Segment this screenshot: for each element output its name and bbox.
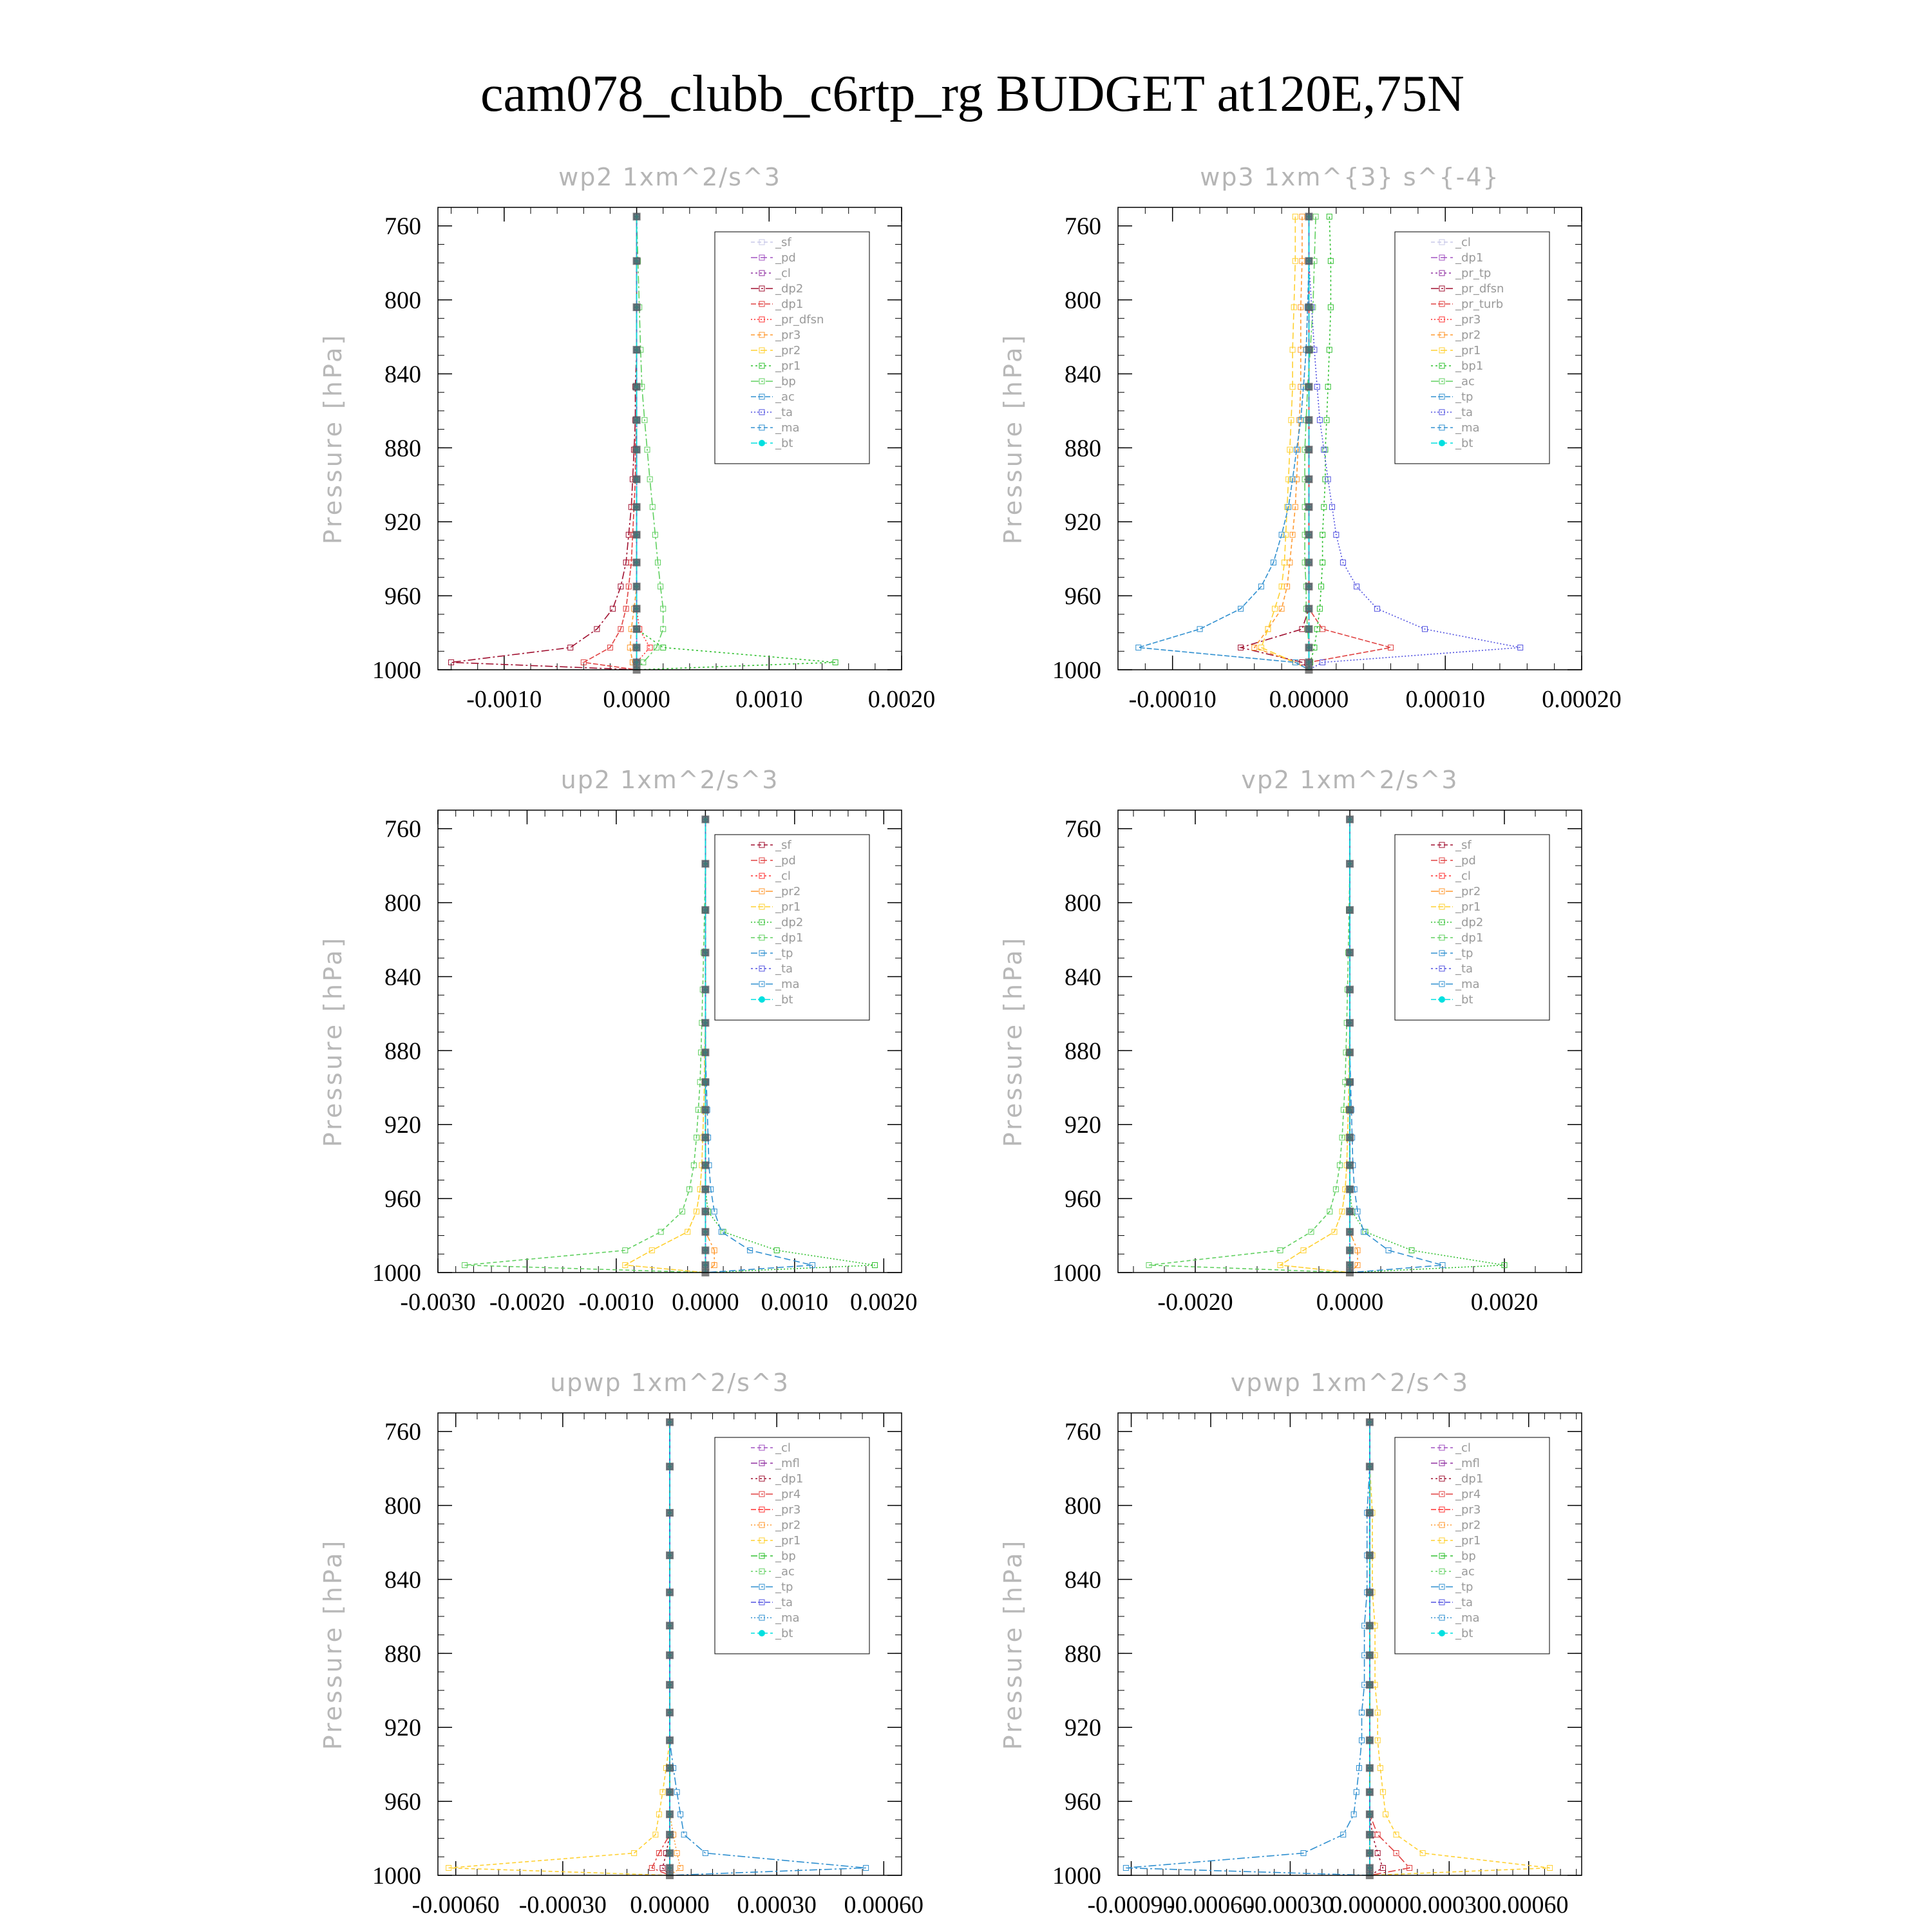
legend-label: _pr_dfsn <box>1455 282 1504 296</box>
y-tick-label: 960 <box>384 583 421 611</box>
zero-marker-stack <box>666 1622 674 1629</box>
y-tick-label: 920 <box>1065 509 1101 536</box>
zero-marker-stack <box>666 1509 674 1517</box>
zero-marker-stack <box>666 1831 674 1839</box>
legend-label: _pd <box>1455 854 1476 867</box>
legend-label: _pr3 <box>1455 1503 1481 1517</box>
legend-marker <box>1439 1630 1445 1636</box>
legend <box>1395 1437 1549 1654</box>
y-tick-label: 840 <box>1065 963 1101 991</box>
legend-label: _bt <box>1455 437 1473 450</box>
y-tick-label: 760 <box>384 815 421 843</box>
legend-label: _bp <box>1455 1549 1476 1563</box>
x-tick-label: 0.00060 <box>844 1891 924 1918</box>
legend-label: _pr3 <box>1455 313 1481 327</box>
zero-marker-stack <box>1305 446 1312 453</box>
y-tick-label: 960 <box>1065 583 1101 611</box>
legend-marker <box>759 440 765 446</box>
y-tick-label: 920 <box>384 1112 421 1139</box>
x-tick-label: 0.00030 <box>737 1891 817 1918</box>
zero-marker-stack <box>701 1247 709 1255</box>
zero-marker-stack <box>633 583 641 591</box>
legend-label: _dp1 <box>1455 931 1484 945</box>
x-tick-label: -0.00030 <box>1246 1891 1334 1918</box>
zero-marker-stack <box>1366 1736 1374 1744</box>
zero-marker-stack <box>1366 1622 1374 1629</box>
x-tick-label: -0.0020 <box>1157 1289 1233 1316</box>
legend-label: _dp1 <box>1455 251 1484 265</box>
y-axis-label: Pressure [hPa] <box>999 332 1027 545</box>
y-tick-label: 760 <box>1065 213 1101 240</box>
x-tick-label: 0.00000 <box>1269 686 1349 713</box>
x-tick-label: 0.00020 <box>1542 686 1622 713</box>
y-tick-label: 920 <box>384 509 421 536</box>
y-tick-label: 800 <box>384 889 421 917</box>
zero-marker-stack <box>633 531 641 538</box>
y-tick-label: 840 <box>384 1566 421 1594</box>
zero-marker-stack <box>1346 1078 1354 1086</box>
legend-label: _dp1 <box>1455 1472 1484 1486</box>
legend-label: _ac <box>1455 375 1475 388</box>
zero-marker-stack <box>1346 1048 1354 1056</box>
zero-marker-stack <box>701 1228 709 1236</box>
legend-label: _sf <box>1455 838 1472 852</box>
zero-marker-stack <box>1305 605 1312 612</box>
x-tick-label: 0.0000 <box>1316 1289 1384 1316</box>
legend-label: _ac <box>1455 1565 1475 1578</box>
zero-marker-stack <box>1366 1850 1374 1857</box>
zero-marker-stack <box>666 1764 674 1772</box>
legend <box>715 835 869 1020</box>
y-tick-label: 760 <box>1065 1418 1101 1446</box>
y-tick-label: 840 <box>1065 361 1101 388</box>
y-tick-label: 960 <box>384 1186 421 1213</box>
x-tick-label: 0.0000 <box>603 686 670 713</box>
y-tick-label: 880 <box>384 1640 421 1668</box>
legend <box>1395 835 1549 1020</box>
zero-marker-stack <box>633 213 641 220</box>
y-tick-label: 760 <box>1065 815 1101 843</box>
zero-marker-stack <box>1346 1019 1354 1027</box>
zero-marker-stack <box>633 303 641 311</box>
zero-marker-stack <box>1366 1764 1374 1772</box>
zero-marker-stack <box>666 1736 674 1744</box>
y-axis-label: Pressure [hPa] <box>319 332 347 545</box>
zero-marker-stack <box>1305 383 1312 391</box>
legend-label: _bt <box>1455 993 1473 1007</box>
legend-label: _tp <box>775 947 793 960</box>
legend <box>715 1437 869 1654</box>
y-tick-label: 880 <box>1065 435 1101 462</box>
zero-marker-stack <box>1346 1262 1354 1269</box>
zero-marker-stack <box>633 416 641 424</box>
legend-label: _ac <box>775 1565 795 1578</box>
legend-label: _ta <box>1455 1596 1473 1609</box>
legend-label: _dp1 <box>775 931 804 945</box>
legend-label: _sf <box>775 236 791 249</box>
zero-marker-stack <box>1366 1463 1374 1470</box>
legend-label: _dp2 <box>1455 916 1484 929</box>
y-tick-label: 800 <box>384 287 421 314</box>
y-tick-label: 880 <box>384 1037 421 1065</box>
legend-label: _ma <box>775 1611 800 1625</box>
zero-marker-stack <box>1305 416 1312 424</box>
panel-title: upwp 1xm^2/s^3 <box>550 1368 790 1397</box>
zero-marker-stack <box>1366 1831 1374 1839</box>
zero-marker-stack <box>1366 1651 1374 1659</box>
y-axis-label: Pressure [hPa] <box>999 1538 1027 1750</box>
y-tick-label: 960 <box>384 1788 421 1816</box>
zero-marker-stack <box>1305 531 1312 538</box>
zero-marker-stack <box>701 949 709 956</box>
page-title: cam078_clubb_c6rtp_rg BUDGET at120E,75N <box>480 66 1464 122</box>
x-tick-label: -0.00010 <box>1128 686 1217 713</box>
legend-label: _bt <box>775 1627 793 1640</box>
legend-label: _dp2 <box>775 282 804 296</box>
legend-label: _pr2 <box>775 1519 801 1532</box>
zero-marker-stack <box>701 1161 709 1169</box>
legend-label: _pr2 <box>1455 885 1481 898</box>
legend-label: _sf <box>775 838 791 852</box>
zero-marker-stack <box>701 1106 709 1113</box>
legend-label: _tp <box>1455 947 1473 960</box>
y-tick-label: 880 <box>384 435 421 462</box>
zero-marker-stack <box>1366 1418 1374 1426</box>
legend <box>715 232 869 464</box>
panel-title: wp3 1xm^{3} s^{-4} <box>1200 163 1500 191</box>
y-tick-label: 1000 <box>372 1260 421 1287</box>
zero-marker-stack <box>1366 1864 1374 1872</box>
legend-label: _ma <box>1455 1611 1480 1625</box>
legend-marker <box>1439 440 1445 446</box>
legend-label: _pr1 <box>775 900 801 914</box>
zero-marker-stack <box>1346 906 1354 914</box>
legend-label: _mfl <box>775 1457 800 1470</box>
legend-marker <box>759 996 765 1003</box>
legend-label: _pr4 <box>1455 1488 1481 1501</box>
legend-label: _pd <box>775 251 796 265</box>
legend-label: _pr2 <box>1455 328 1481 342</box>
x-tick-label: -0.00060 <box>412 1891 500 1918</box>
legend <box>1395 232 1549 464</box>
zero-marker-stack <box>701 815 709 823</box>
y-tick-label: 880 <box>1065 1037 1101 1065</box>
x-tick-label: 0.00030 <box>1409 1891 1490 1918</box>
legend-label: _ta <box>1455 406 1473 419</box>
y-tick-label: 1000 <box>372 657 421 684</box>
zero-marker-stack <box>1366 1709 1374 1716</box>
legend-label: _pr1 <box>775 359 801 373</box>
zero-marker-stack <box>666 1418 674 1426</box>
legend-label: _pr2 <box>775 344 801 357</box>
zero-marker-stack <box>666 1709 674 1716</box>
legend-label: _ma <box>775 978 800 991</box>
legend-label: _ma <box>1455 978 1480 991</box>
zero-marker-stack <box>666 1551 674 1559</box>
legend-label: _pr1 <box>1455 1534 1481 1548</box>
y-tick-label: 800 <box>1065 889 1101 917</box>
legend-label: _cl <box>1455 236 1471 249</box>
zero-marker-stack <box>1366 1810 1374 1818</box>
y-tick-label: 760 <box>384 213 421 240</box>
legend-label: _bp <box>775 1549 796 1563</box>
legend-label: _tp <box>775 1580 793 1594</box>
legend-label: _cl <box>1455 869 1471 883</box>
x-tick-label: -0.0020 <box>489 1289 565 1316</box>
y-tick-label: 1000 <box>1052 1260 1101 1287</box>
zero-marker-stack <box>666 1463 674 1470</box>
zero-marker-stack <box>701 1048 709 1056</box>
x-tick-label: 0.0010 <box>735 686 803 713</box>
legend-label: _pr2 <box>775 885 801 898</box>
zero-marker-stack <box>1305 346 1312 354</box>
legend-label: _cl <box>775 267 791 280</box>
zero-marker-stack <box>1305 644 1312 652</box>
zero-marker-stack <box>1305 558 1312 566</box>
zero-marker-stack <box>1346 1228 1354 1236</box>
panel-title: up2 1xm^2/s^3 <box>560 766 779 794</box>
zero-marker-stack <box>633 503 641 511</box>
zero-marker-stack <box>1346 949 1354 956</box>
zero-marker-stack <box>1346 815 1354 823</box>
legend-label: _ta <box>1455 962 1473 976</box>
legend-label: _mfl <box>1455 1457 1480 1470</box>
y-tick-label: 840 <box>384 361 421 388</box>
legend-label: _pr1 <box>775 1534 801 1548</box>
y-tick-label: 880 <box>1065 1640 1101 1668</box>
x-tick-label: -0.0010 <box>466 686 542 713</box>
x-tick-label: 0.0020 <box>1470 1289 1539 1316</box>
zero-marker-stack <box>1305 659 1312 667</box>
zero-marker-stack <box>1346 986 1354 994</box>
y-tick-label: 800 <box>1065 287 1101 314</box>
x-tick-label: 0.00000 <box>1330 1891 1410 1918</box>
zero-marker-stack <box>1366 1551 1374 1559</box>
x-tick-label: -0.00060 <box>1166 1891 1255 1918</box>
legend-label: _pr2 <box>1455 1519 1481 1532</box>
y-tick-label: 800 <box>1065 1492 1101 1520</box>
x-tick-label: -0.00090 <box>1087 1891 1175 1918</box>
zero-marker-stack <box>1366 1681 1374 1689</box>
zero-marker-stack <box>633 346 641 354</box>
legend-label: _ta <box>775 406 793 419</box>
zero-marker-stack <box>633 605 641 612</box>
zero-marker-stack <box>701 1019 709 1027</box>
zero-marker-stack <box>1366 1788 1374 1796</box>
zero-marker-stack <box>633 558 641 566</box>
legend-label: _ma <box>1455 421 1480 435</box>
zero-marker-stack <box>1305 257 1312 265</box>
zero-marker-stack <box>633 644 641 652</box>
zero-marker-stack <box>666 1681 674 1689</box>
y-tick-label: 1000 <box>1052 1862 1101 1889</box>
legend-label: _pr3 <box>775 1503 801 1517</box>
panel-title: wp2 1xm^2/s^3 <box>558 163 781 191</box>
legend-label: _dp2 <box>775 916 804 929</box>
x-tick-label: 0.0020 <box>850 1289 918 1316</box>
y-axis-label: Pressure [hPa] <box>999 935 1027 1148</box>
y-tick-label: 920 <box>1065 1112 1101 1139</box>
zero-marker-stack <box>666 1788 674 1796</box>
zero-marker-stack <box>633 659 641 667</box>
x-tick-label: 0.0020 <box>867 686 936 713</box>
panel-title: vpwp 1xm^2/s^3 <box>1230 1368 1470 1397</box>
panel-title: vp2 1xm^2/s^3 <box>1241 766 1459 794</box>
legend-marker <box>759 1630 765 1636</box>
legend-label: _cl <box>775 869 791 883</box>
zero-marker-stack <box>701 1208 709 1215</box>
zero-marker-stack <box>1366 1509 1374 1517</box>
legend-label: _bp1 <box>1455 359 1484 373</box>
legend-label: _ta <box>775 1596 793 1609</box>
legend-label: _pr_turb <box>1455 298 1504 311</box>
legend-label: _pr1 <box>1455 900 1481 914</box>
y-tick-label: 840 <box>1065 1566 1101 1594</box>
legend-label: _bp <box>775 375 796 388</box>
x-tick-label: 0.00010 <box>1405 686 1485 713</box>
legend-label: _tp <box>1455 1580 1473 1594</box>
legend-label: _bt <box>1455 1627 1473 1640</box>
zero-marker-stack <box>1346 1106 1354 1113</box>
zero-marker-stack <box>701 1186 709 1193</box>
zero-marker-stack <box>701 906 709 914</box>
legend-label: _pr4 <box>775 1488 801 1501</box>
zero-marker-stack <box>1305 303 1312 311</box>
y-tick-label: 760 <box>384 1418 421 1446</box>
y-tick-label: 920 <box>1065 1714 1101 1742</box>
zero-marker-stack <box>701 1262 709 1269</box>
y-tick-label: 840 <box>384 963 421 991</box>
y-tick-label: 800 <box>384 1492 421 1520</box>
legend-label: _dp1 <box>775 1472 804 1486</box>
x-tick-label: 0.00000 <box>630 1891 710 1918</box>
zero-marker-stack <box>633 475 641 483</box>
y-tick-label: 1000 <box>372 1862 421 1889</box>
legend-label: _dp1 <box>775 298 804 311</box>
legend-label: _ac <box>775 390 795 404</box>
x-tick-label: 0.0000 <box>672 1289 739 1316</box>
legend-label: _pr_tp <box>1455 267 1492 280</box>
y-tick-label: 1000 <box>1052 657 1101 684</box>
zero-marker-stack <box>1305 475 1312 483</box>
zero-marker-stack <box>666 1850 674 1857</box>
legend-marker <box>1439 996 1445 1003</box>
zero-marker-stack <box>1305 583 1312 591</box>
y-axis-label: Pressure [hPa] <box>319 1538 347 1750</box>
zero-marker-stack <box>1305 625 1312 633</box>
zero-marker-stack <box>633 625 641 633</box>
zero-marker-stack <box>633 383 641 391</box>
x-tick-label: -0.00030 <box>518 1891 607 1918</box>
zero-marker-stack <box>666 1589 674 1596</box>
zero-marker-stack <box>1346 1133 1354 1141</box>
x-tick-label: 0.00060 <box>1488 1891 1569 1918</box>
x-tick-label: -0.0030 <box>400 1289 476 1316</box>
legend-label: _pr3 <box>775 328 801 342</box>
zero-marker-stack <box>666 1651 674 1659</box>
zero-marker-stack <box>1366 1589 1374 1596</box>
y-tick-label: 960 <box>1065 1186 1101 1213</box>
legend-label: _cl <box>775 1441 791 1455</box>
legend-label: _ma <box>775 421 800 435</box>
legend-label: _pd <box>775 854 796 867</box>
zero-marker-stack <box>1305 503 1312 511</box>
zero-marker-stack <box>701 986 709 994</box>
zero-marker-stack <box>1346 1161 1354 1169</box>
legend-label: _pr_dfsn <box>775 313 824 327</box>
zero-marker-stack <box>1346 860 1354 867</box>
zero-marker-stack <box>666 1864 674 1872</box>
zero-marker-stack <box>701 860 709 867</box>
legend-label: _tp <box>1455 390 1473 404</box>
y-axis-label: Pressure [hPa] <box>319 935 347 1148</box>
y-tick-label: 960 <box>1065 1788 1101 1816</box>
zero-marker-stack <box>701 1133 709 1141</box>
zero-marker-stack <box>1346 1208 1354 1215</box>
x-tick-label: 0.0010 <box>761 1289 829 1316</box>
zero-marker-stack <box>666 1810 674 1818</box>
y-tick-label: 920 <box>384 1714 421 1742</box>
legend-label: _cl <box>1455 1441 1471 1455</box>
zero-marker-stack <box>701 1078 709 1086</box>
zero-marker-stack <box>1346 1186 1354 1193</box>
legend-label: _bt <box>775 993 793 1007</box>
zero-marker-stack <box>1305 213 1312 220</box>
x-tick-label: -0.0010 <box>578 1289 654 1316</box>
legend-label: _pr1 <box>1455 344 1481 357</box>
legend-label: _bt <box>775 437 793 450</box>
zero-marker-stack <box>633 446 641 453</box>
zero-marker-stack <box>633 257 641 265</box>
legend-label: _ta <box>775 962 793 976</box>
zero-marker-stack <box>1346 1247 1354 1255</box>
